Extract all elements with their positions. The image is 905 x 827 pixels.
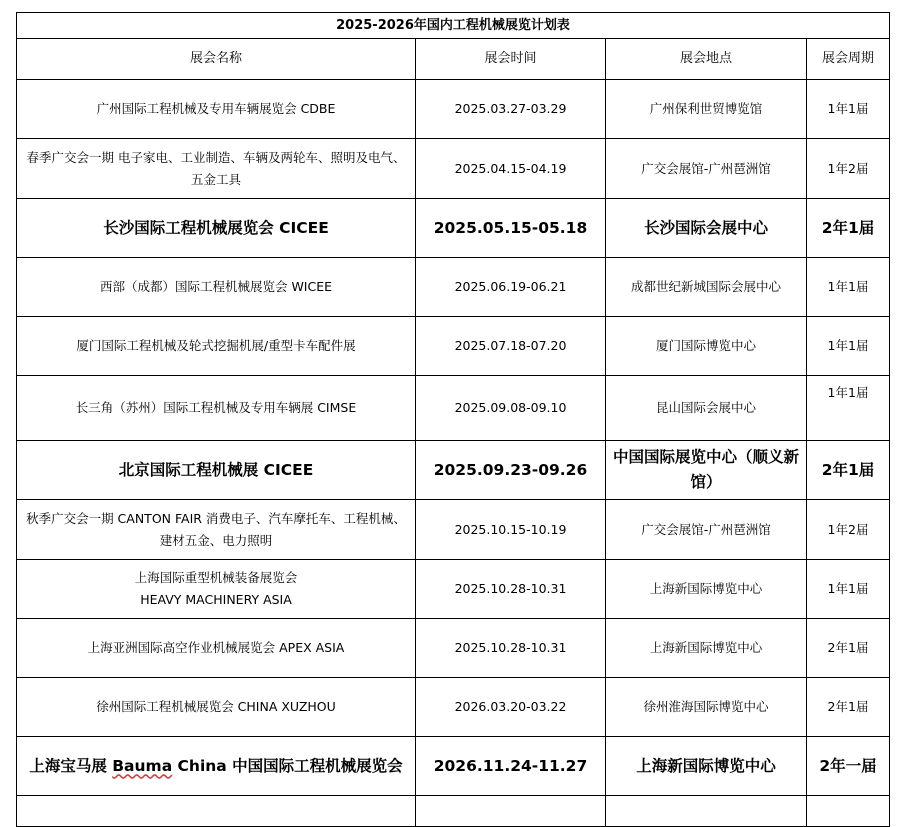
- table-row: [17, 199, 890, 258]
- exhibition-cycle: 1年1届: [807, 258, 890, 317]
- header-name: 展会名称: [17, 39, 416, 80]
- exhibition-place: 广交会展馆-广州琶洲馆: [606, 500, 807, 560]
- exhibition-place: 中国国际展览中心（顺义新馆）: [606, 441, 807, 500]
- exhibition-name: 长三角（苏州）国际工程机械及专用车辆展 CIMSE: [17, 376, 416, 441]
- exhibition-place: 徐州淮海国际博览中心: [606, 678, 807, 737]
- exhibition-name-suffix: China 中国国际工程机械展览会: [172, 756, 403, 775]
- exhibition-place: 成都世纪新城国际会展中心: [606, 258, 807, 317]
- exhibition-time: 2026.11.24-11.27: [416, 737, 606, 796]
- exhibition-place: 上海新国际博览中心: [606, 560, 807, 619]
- exhibition-cycle: 2年1届: [807, 619, 890, 678]
- exhibition-time: 2025.05.15-05.18: [416, 199, 606, 258]
- table-row: [17, 500, 890, 560]
- table-row: [17, 737, 890, 796]
- table-title: 2025-2026年国内工程机械展览计划表: [17, 13, 890, 39]
- exhibition-cycle: 1年1届: [807, 317, 890, 376]
- exhibition-cycle: 2年1届: [807, 441, 890, 500]
- exhibition-time: 2025.10.28-10.31: [416, 560, 606, 619]
- exhibition-cycle: 1年1届: [807, 80, 890, 139]
- exhibition-time: 2025.10.28-10.31: [416, 619, 606, 678]
- exhibition-name: 广州国际工程机械及专用车辆展览会 CDBE: [17, 80, 416, 139]
- exhibition-name: [17, 560, 416, 619]
- table-row: [17, 560, 890, 619]
- exhibition-name: 上海亚洲国际高空作业机械展览会 APEX ASIA: [17, 619, 416, 678]
- exhibition-cycle: 1年2届: [807, 500, 890, 560]
- exhibition-time: 2026.03.20-03.22: [416, 678, 606, 737]
- exhibition-place: 广州保利世贸博览馆: [606, 80, 807, 139]
- exhibition-time: 2025.09.08-09.10: [416, 376, 606, 441]
- exhibition-cycle: 1年2届: [807, 139, 890, 199]
- exhibition-cycle: 2年1届: [807, 199, 890, 258]
- header-cycle: 展会周期: [807, 39, 890, 80]
- exhibition-name: [17, 737, 416, 796]
- header-time: 展会时间: [416, 39, 606, 80]
- exhibition-name: 厦门国际工程机械及轮式挖掘机展/重型卡车配件展: [17, 317, 416, 376]
- exhibition-time: 2025.04.15-04.19: [416, 139, 606, 199]
- exhibition-cycle: 2年一届: [807, 737, 890, 796]
- exhibition-name-en: HEAVY MACHINERY ASIA: [140, 592, 292, 607]
- exhibition-place: 广交会展馆-广州琶洲馆: [606, 139, 807, 199]
- exhibition-time: 2025.06.19-06.21: [416, 258, 606, 317]
- exhibition-name: 西部（成都）国际工程机械展览会 WICEE: [17, 258, 416, 317]
- exhibition-time: 2025.10.15-10.19: [416, 500, 606, 560]
- exhibition-name: 长沙国际工程机械展览会 CICEE: [17, 199, 416, 258]
- header-place: 展会地点: [606, 39, 807, 80]
- exhibition-name-prefix: 上海宝马展: [29, 756, 113, 775]
- exhibition-place: 上海新国际博览中心: [606, 619, 807, 678]
- table-row: [17, 258, 890, 317]
- exhibition-cycle: 1年1届: [807, 376, 890, 441]
- bauma-brand: Bauma: [112, 756, 173, 775]
- table-row: [17, 619, 890, 678]
- exhibition-cycle: 1年1届: [807, 560, 890, 619]
- exhibition-time: 2025.09.23-09.26: [416, 441, 606, 500]
- exhibition-name-cn: 上海国际重型机械装备展览会: [134, 570, 298, 585]
- table-row: [17, 376, 890, 441]
- table-row: [17, 678, 890, 737]
- exhibition-place: 厦门国际博览中心: [606, 317, 807, 376]
- exhibition-time: 2025.07.18-07.20: [416, 317, 606, 376]
- exhibition-time: 2025.03.27-03.29: [416, 80, 606, 139]
- exhibition-name: 徐州国际工程机械展览会 CHINA XUZHOU: [17, 678, 416, 737]
- exhibition-name: 春季广交会一期 电子家电、工业制造、车辆及两轮车、照明及电气、五金工具: [17, 139, 416, 199]
- exhibition-name: 秋季广交会一期 CANTON FAIR 消费电子、汽车摩托车、工程机械、建材五金、电力照明: [17, 500, 416, 560]
- exhibition-name: 北京国际工程机械展 CICEE: [17, 441, 416, 500]
- table-row: [17, 317, 890, 376]
- table-row: [17, 80, 890, 139]
- exhibition-table: [16, 12, 890, 827]
- table-row: [17, 441, 890, 500]
- table-row: [17, 139, 890, 199]
- exhibition-place: 昆山国际会展中心: [606, 376, 807, 441]
- exhibition-place: 上海新国际博览中心: [606, 737, 807, 796]
- exhibition-cycle: 2年1届: [807, 678, 890, 737]
- exhibition-place: 长沙国际会展中心: [606, 199, 807, 258]
